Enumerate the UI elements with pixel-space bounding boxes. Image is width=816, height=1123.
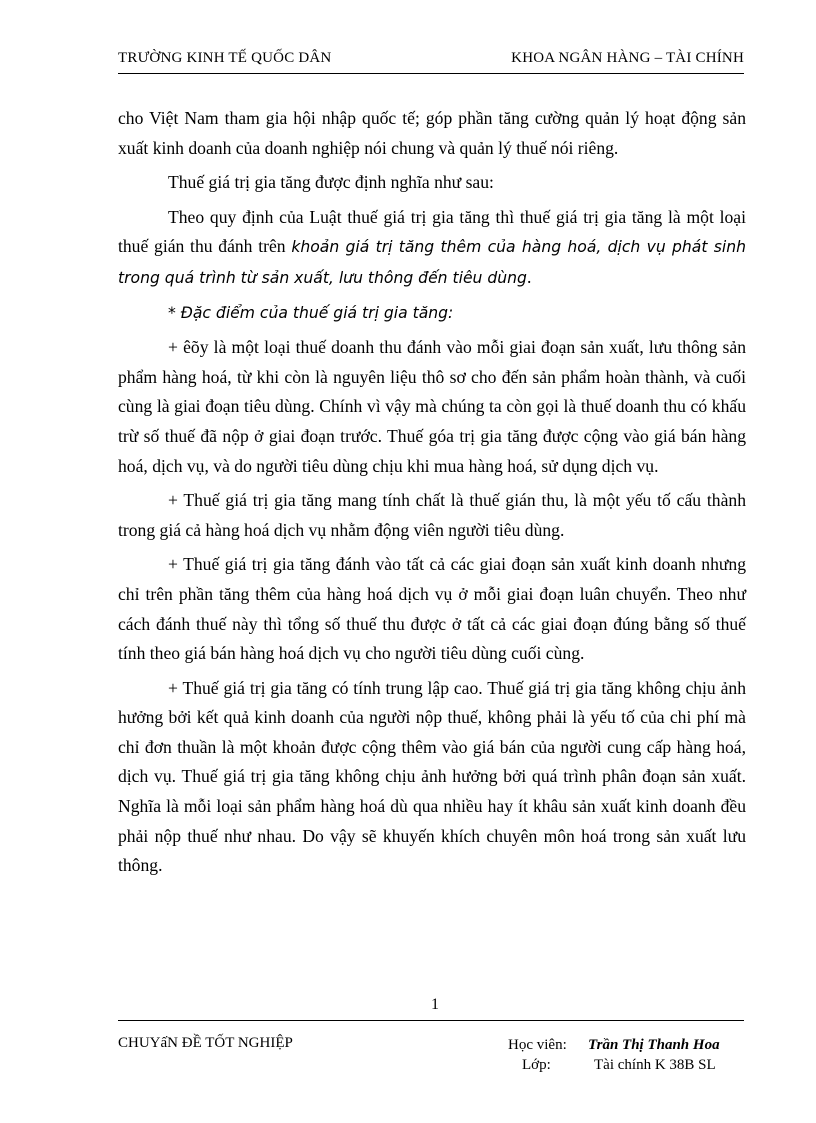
paragraph-definition-intro: Thuế giá trị gia tăng được định nghĩa như sau:: [168, 172, 494, 193]
footer-class-row: [508, 1055, 720, 1075]
header-school: TRƯỜNG KINH TẾ QUỐC DÂN: [118, 50, 332, 66]
student-name: Trần Thị Thanh Hoa: [588, 1037, 720, 1053]
definition-end: .: [526, 266, 532, 287]
page-header: [118, 50, 744, 74]
definition-lead: Theo quy định của Luật thuế giá trị gia tăng thì thuế giá trị gia tăng là một loại thuế gián thu đánh trên: [118, 206, 746, 257]
class-label: Lớp:: [522, 1057, 551, 1073]
footer-divider: [118, 1020, 744, 1021]
paragraph-continuation: cho Việt Nam tham gia hội nhập quốc tế; góp phần tăng cường quản lý hoạt động sản xuất kinh doanh của doanh nghiệp nói chung và quản lý thuế nói riêng.: [118, 108, 746, 158]
document-body: [118, 104, 746, 886]
student-label: Học viên:: [508, 1037, 567, 1053]
paragraph-definition: [118, 203, 746, 294]
footer-student-info: [508, 1035, 720, 1075]
header-faculty: KHOA NGÂN HÀNG – TÀI CHÍNH: [511, 50, 744, 66]
footer-title: CHUYấN ĐỀ TỐT NGHIỆP: [118, 1035, 293, 1051]
class-value: Tài chính K 38B SL: [594, 1057, 716, 1073]
paragraph-characteristic-2: + Thuế giá trị gia tăng mang tính chất là thuế gián thu, là một yếu tố cấu thành trong giá cả hàng hoá dịch vụ nhằm động viên người tiêu dùng.: [118, 490, 746, 540]
footer-student-row: [508, 1035, 720, 1055]
paragraph-characteristic-4: + Thuế giá trị gia tăng có tính trung lập cao. Thuế giá trị gia tăng không chịu ảnh hưởng bởi kết quả kinh doanh của người nộp thuế, không phải là yếu tố của chi phí mà chỉ đơn thuần là một khoản được cộng thêm vào giá bán của người cung cấp hàng hoá, dịch vụ. Thuế giá trị gia tăng không chịu ảnh hưởng bởi quá trình phân đoạn sản xuất. Nghĩa là mỗi loại sản phẩm hàng hoá dù qua nhiều hay ít khâu sản xuất kinh doanh đều phải nộp thuế như nhau. Do vậy sẽ khuyến khích chuyên môn hoá trong sản xuất lưu thông.: [118, 677, 746, 876]
definition-italic: khoản giá trị tăng thêm của hàng hoá, dịch vụ phát sinh trong quá trình từ sản xuất, lưu thông đến tiêu dùng: [118, 238, 746, 287]
paragraph-characteristic-1: + êõy là một loại thuế doanh thu đánh vào mỗi giai đoạn sản xuất, lưu thông sản phẩm hàng hoá, từ khi còn là nguyên liệu thô sơ cho đến sản phẩm hoàn thành, và cuối cùng là giai đoạn tiêu dùng. Chính vì vậy mà chúng ta còn gọi là thuế doanh thu có khấu trừ số thuế đã nộp ở giai đoạn trước. Thuế góa trị gia tăng được cộng vào giá bán hàng hoá, dịch vụ, và do người tiêu dùng chịu khi mua hàng hoá, sử dụng dịch vụ.: [118, 337, 746, 476]
section-heading-characteristics: * Đặc điểm của thuế giá trị gia tăng:: [168, 303, 454, 322]
paragraph-characteristic-3: + Thuế giá trị gia tăng đánh vào tất cả các giai đoạn sản xuất kinh doanh nhưng chỉ trên phần tăng thêm của hàng hoá dịch vụ ở mỗi giai đoạn luân chuyển. Theo như cách đánh thuế này thì tổng số thuế thu được ở tất cả các giai đoạn đúng bằng số thuế tính theo giá bán hàng hoá dịch vụ cho người tiêu dùng cuối cùng.: [118, 554, 746, 664]
page-number: 1: [431, 996, 439, 1013]
